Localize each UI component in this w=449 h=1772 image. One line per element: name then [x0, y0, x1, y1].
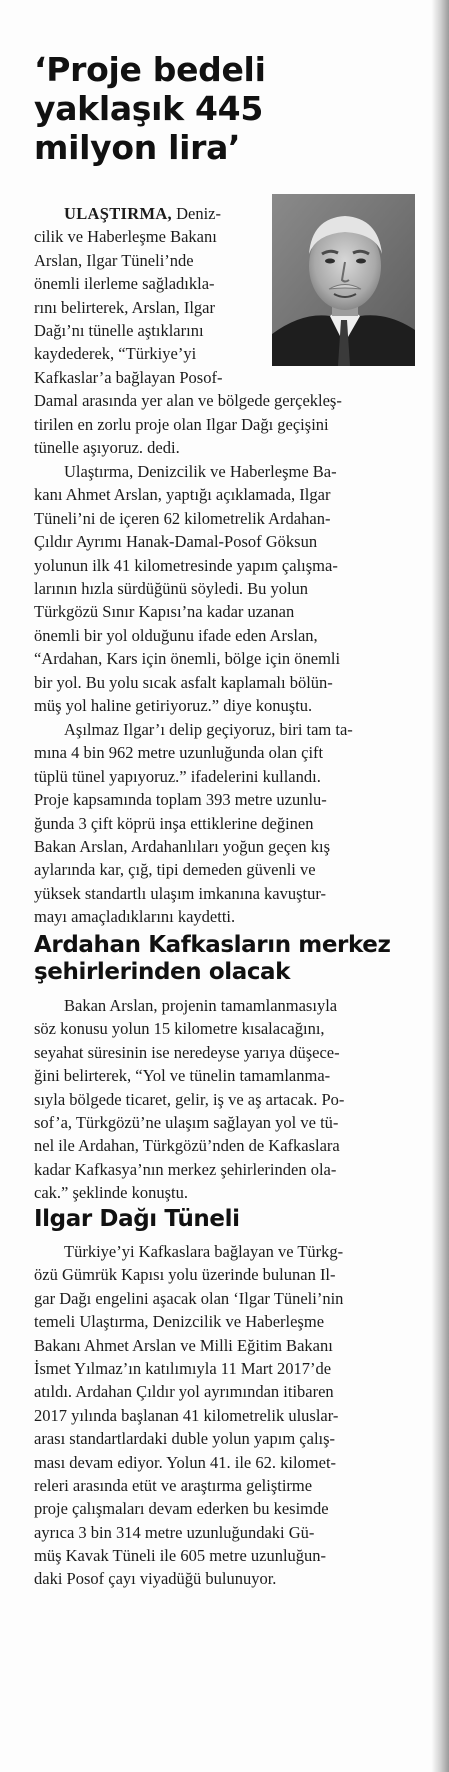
text-line: Kafkaslar’a bağlayan Posof-: [34, 367, 223, 387]
text-line: yolunun ilk 41 kilometresinde yapım çalışma-: [34, 555, 338, 575]
text-line: İsmet Yılmaz’ın katılımıyla 11 Mart 2017’de: [34, 1358, 332, 1378]
text-line: aylarında kar, çığ, tipi demeden güvenli ve: [34, 860, 316, 880]
text-line: özü Gümrük Kapısı yolu üzerinde bulunan Il-: [34, 1265, 336, 1285]
text-line: cak.” şeklinde konuştu.: [34, 1183, 188, 1203]
text-line: Bakanı Ahmet Arslan ve Milli Eğitim Bakanı: [34, 1335, 333, 1355]
text-line: Aşılmaz Ilgar’ı delip geçiyoruz, biri tam ta-: [64, 720, 353, 739]
text-line: larının hızla sürdüğünü söyledi. Bu yolun: [34, 578, 309, 598]
lead-word: ULAŞTIRMA,: [64, 204, 172, 223]
text-line: ULAŞTIRMA, Deniz-: [64, 204, 222, 223]
text-line: “Ardahan, Kars için önemli, bölge için önemli: [34, 649, 341, 669]
section-subheading: [34, 932, 424, 986]
text-line: Ulaştırma, Denizcilik ve Haberleşme Ba-: [64, 462, 337, 481]
text-line: temeli Ulaştırma, Denizcilik ve Haberleşme: [34, 1312, 325, 1332]
text-line: tünelle aşıyoruz. dedi.: [34, 437, 180, 457]
headline-line: yaklaşık 445: [34, 89, 263, 128]
subheading-line: Ardahan Kafkasların merkez: [34, 932, 391, 958]
text-line: Proje kapsamında toplam 393 metre uzunlu-: [34, 790, 327, 810]
text-line: müş Kavak Tüneli ile 605 metre uzunluğun-: [34, 1546, 327, 1566]
text-line: kanı Ahmet Arslan, yaptığı açıklamada, Ilgar: [34, 485, 331, 505]
text-line: arası standartlardaki duble yolun yapım çalış-: [34, 1429, 336, 1449]
subheading-line: Ilgar Dağı Tüneli: [34, 1206, 240, 1232]
text-line: mayı amaçladıklarını kaydetti.: [34, 907, 236, 927]
text-line: sıyla bölgede ticaret, gelir, iş ve aş artacak. Po-: [34, 1089, 345, 1109]
text-line: ğini belirterek, “Yol ve tünelin tamamlanma-: [34, 1066, 331, 1086]
headline-line: milyon lira’: [34, 128, 241, 167]
section-subheading: [34, 1206, 424, 1233]
text-line: ğunda 3 çift köprü inşa ettiklerine değinen: [34, 813, 314, 833]
text-line: yüksek standartlı ulaşım imkanına kavuştur-: [34, 883, 327, 903]
text-line: sof’a, Türkgözü’ne ulaşım sağlayan yol ve tü-: [34, 1112, 339, 1132]
article-headline: [34, 50, 414, 167]
text-line: mına 4 bin 962 metre uzunluğunda olan çift: [34, 743, 324, 763]
text-line: önemli bir yol olduğunu ifade eden Arslan,: [34, 625, 318, 645]
text-line: releri arasında etüt ve araştırma geliştirme: [34, 1475, 313, 1495]
text-line: kadar Kafkasya’nın merkez şehirlerinden ola-: [34, 1159, 337, 1179]
text-line: Damal arasında yer alan ve bölgede gerçekleş-: [34, 391, 342, 411]
text-line: Bakan Arslan, projenin tamamlanmasıyla: [64, 996, 338, 1015]
text-line: müş yol haline getiriyoruz.” diye konuştu.: [34, 695, 313, 715]
text-line: nel ile Ardahan, Türkgözü’nden de Kafkaslara: [34, 1136, 340, 1156]
page-edge-shadow: [431, 0, 449, 1772]
text-line: bir yol. Bu yolu sıcak asfalt kaplamalı bölün-: [34, 672, 333, 692]
text-line: seyahat süresinin ise neredeyse yarıya düşece-: [34, 1042, 340, 1062]
text-line: Çıldır Ayrımı Hanak-Damal-Posof Göksun: [34, 532, 318, 552]
article-paragraph-3: [34, 718, 414, 929]
article-paragraph-5: [34, 1240, 414, 1591]
article-paragraph-2: [34, 460, 414, 717]
text-line: Dağı’nı tünelle aştıklarını: [34, 320, 204, 340]
text-line: söz konusu yolun 15 kilometre kısalacağını,: [34, 1019, 325, 1039]
subheading-line: şehirlerinden olacak: [34, 959, 291, 985]
text-line: Bakan Arslan, Ardahanlıları yoğun geçen kış: [34, 836, 331, 856]
headline-line: ‘Proje bedeli: [34, 50, 266, 89]
text-line: gar Dağı engelini aşacak olan ‘Ilgar Tüneli’nin: [34, 1288, 344, 1308]
text-line: Tüneli’ni de içeren 62 kilometrelik Ardahan-: [34, 508, 331, 528]
text-line: ması devam ediyor. Yolun 41. ile 62. kilomet-: [34, 1452, 337, 1472]
text-line: Türkgözü Sınır Kapısı’na kadar uzanan: [34, 602, 295, 622]
text-line: daki Posof çayı viyadüğü bulunuyor.: [34, 1569, 277, 1589]
text-line: rını belirterek, Arslan, Ilgar: [34, 297, 215, 317]
text-line: Türkiye’yi Kafkaslara bağlayan ve Türkg-: [64, 1242, 344, 1261]
text-line: proje çalışmaları devam ederken bu kesimde: [34, 1499, 329, 1519]
text-line: ayrıca 3 bin 314 metre uzunluğundaki Gü-: [34, 1522, 315, 1542]
text-line: atıldı. Ardahan Çıldır yol ayrımından itibaren: [34, 1382, 334, 1402]
text-line: önemli ilerleme sağladıkla-: [34, 274, 215, 294]
text-line: tirilen en zorlu proje olan Ilgar Dağı geçişini: [34, 414, 329, 434]
article-paragraph-4: [34, 994, 414, 1205]
text-line: kaydederek, “Türkiye’yi: [34, 344, 197, 364]
text-line: cilik ve Haberleşme Bakanı: [34, 227, 217, 247]
text-line: Arslan, Ilgar Tüneli’nde: [34, 250, 194, 270]
text-line: 2017 yılında başlanan 41 kilometrelik uluslar-: [34, 1405, 339, 1425]
article-paragraph-1: [34, 202, 414, 459]
text-line: tüplü tünel yapıyoruz.” ifadelerini kullandı.: [34, 766, 321, 786]
